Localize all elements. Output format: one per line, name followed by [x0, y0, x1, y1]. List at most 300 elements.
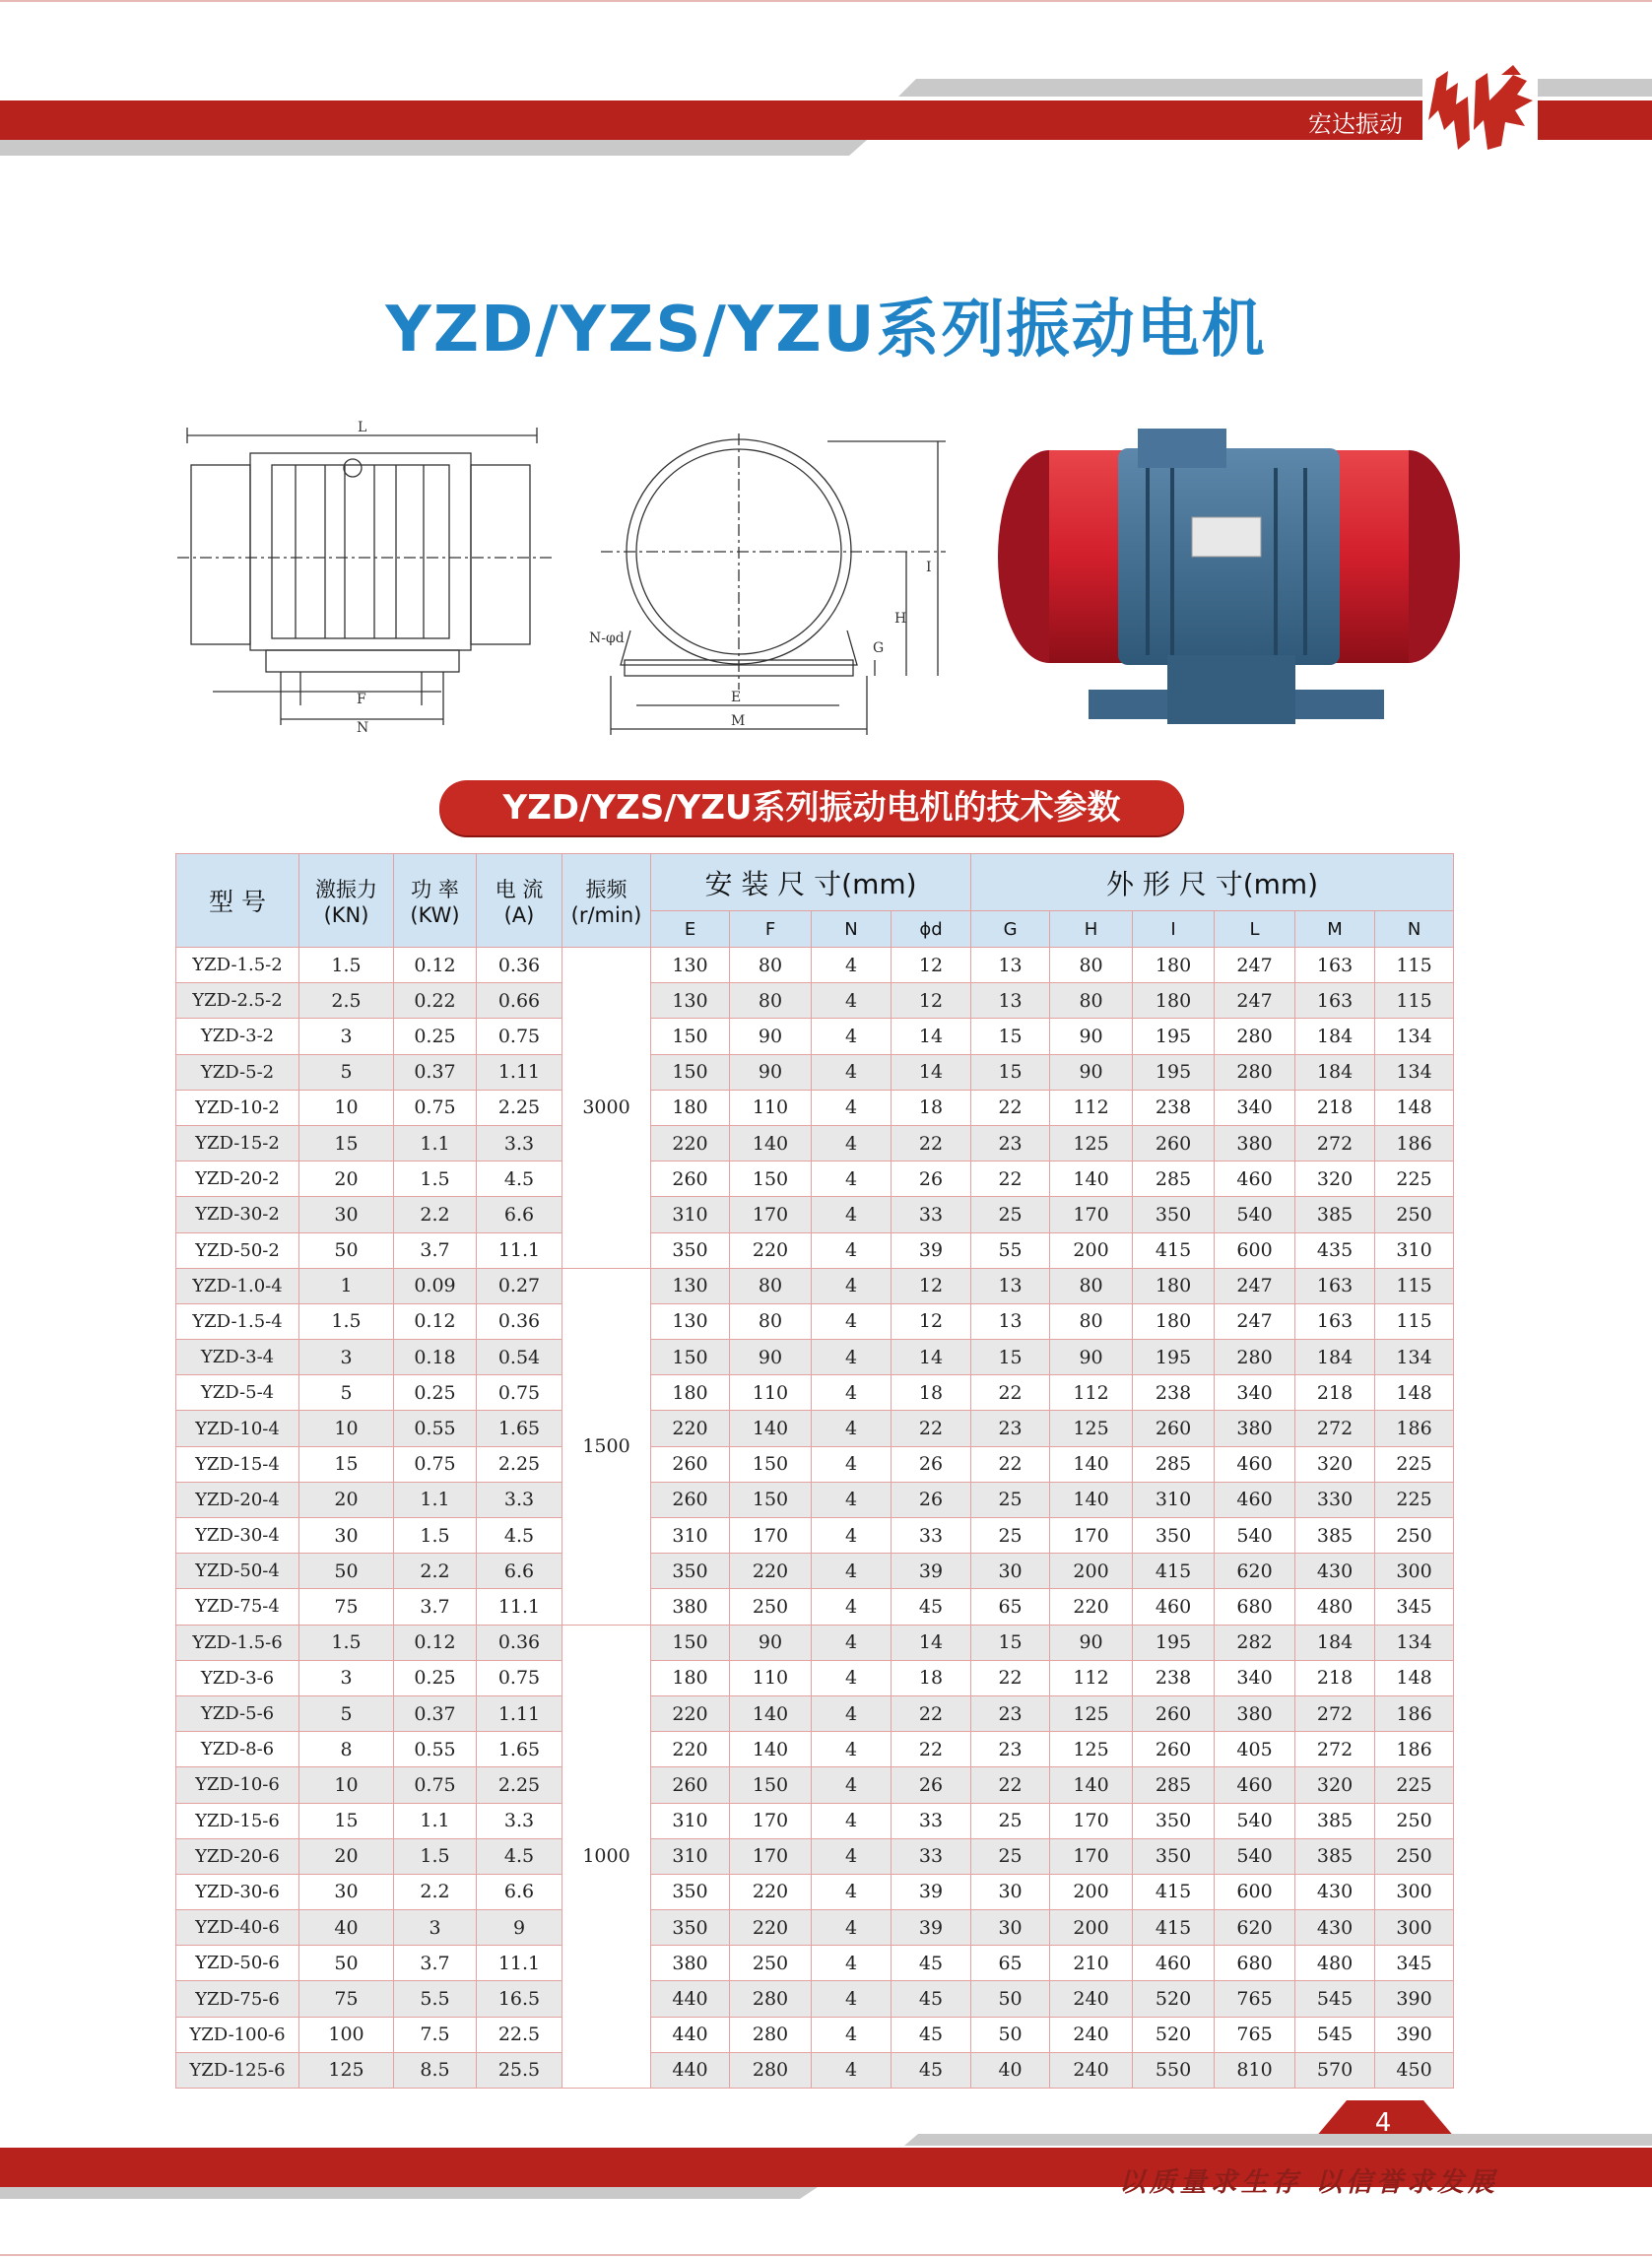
table-cell: 25 [971, 1518, 1050, 1554]
table-cell: 0.55 [394, 1732, 477, 1767]
table-cell: 2.2 [394, 1197, 477, 1232]
table-row [176, 1054, 1454, 1090]
rpm-cell: 1500 [562, 1268, 651, 1625]
table-cell: 200 [1050, 1232, 1133, 1268]
table-row [176, 1946, 1454, 1981]
table-cell: 170 [1050, 1518, 1133, 1554]
table-cell: 0.75 [394, 1767, 477, 1803]
table-cell: 280 [1215, 1340, 1295, 1375]
table-cell: 20 [299, 1482, 394, 1517]
table-cell: 3.3 [477, 1482, 562, 1517]
model-cell: YZD-30-4 [176, 1518, 299, 1554]
table-cell: 540 [1215, 1838, 1295, 1874]
table-cell: 90 [730, 1625, 812, 1660]
col-power [394, 854, 477, 948]
col-N2: N [1375, 911, 1454, 948]
table-cell: 150 [651, 1340, 730, 1375]
table-cell: 80 [1050, 948, 1133, 983]
table-row [176, 1981, 1454, 2017]
model-cell: YZD-10-6 [176, 1767, 299, 1803]
footer-slogan: 以质量求生存 以信誉求发展 [1118, 2167, 1498, 2198]
table-cell: 225 [1375, 1162, 1454, 1197]
table-cell: 765 [1215, 2017, 1295, 2052]
table-cell: 9 [477, 1910, 562, 1946]
table-cell: 90 [1050, 1019, 1133, 1054]
model-cell: YZD-30-6 [176, 1874, 299, 1909]
table-cell: 435 [1295, 1232, 1375, 1268]
table-cell: 180 [1133, 983, 1215, 1019]
col-current [477, 854, 562, 948]
table-cell: 225 [1375, 1767, 1454, 1803]
table-cell: 45 [892, 1981, 971, 2017]
table-cell: 260 [651, 1767, 730, 1803]
table-cell: 150 [730, 1767, 812, 1803]
table-cell: 33 [892, 1197, 971, 1232]
table-cell: 184 [1295, 1054, 1375, 1090]
table-row [176, 1874, 1454, 1909]
table-cell: 200 [1050, 1874, 1133, 1909]
table-cell: 180 [1133, 1303, 1215, 1339]
table-cell: 112 [1050, 1375, 1133, 1411]
page-title: YZD/YZS/YZU系列振动电机 [385, 294, 1267, 366]
table-cell: 260 [651, 1446, 730, 1482]
col-E: E [651, 911, 730, 948]
table-cell: 115 [1375, 983, 1454, 1019]
table-cell: 150 [651, 1625, 730, 1660]
table-cell: 50 [299, 1232, 394, 1268]
table-cell: 13 [971, 983, 1050, 1019]
table-cell: 225 [1375, 1446, 1454, 1482]
table-cell: 4 [812, 1019, 892, 1054]
table-cell: 18 [892, 1660, 971, 1695]
table-cell: 4 [812, 1340, 892, 1375]
table-cell: 140 [1050, 1162, 1133, 1197]
table-cell: 30 [971, 1910, 1050, 1946]
table-cell: 130 [651, 1268, 730, 1303]
model-cell: YZD-5-6 [176, 1695, 299, 1731]
table-cell: 12 [892, 983, 971, 1019]
table-cell: 2.5 [299, 983, 394, 1019]
table-cell: 184 [1295, 1019, 1375, 1054]
table-cell: 4 [812, 1232, 892, 1268]
table-cell: 1.65 [477, 1732, 562, 1767]
col-I: I [1133, 911, 1215, 948]
table-cell: 11.1 [477, 1946, 562, 1981]
table-cell: 170 [1050, 1197, 1133, 1232]
table-cell: 30 [971, 1554, 1050, 1589]
table-cell: 1.1 [394, 1482, 477, 1517]
col-power-unit: (KW) [410, 903, 460, 927]
table-cell: 13 [971, 1268, 1050, 1303]
table-cell: 320 [1295, 1162, 1375, 1197]
model-cell: YZD-1.5-2 [176, 948, 299, 983]
table-cell: 1.11 [477, 1054, 562, 1090]
table-cell: 148 [1375, 1090, 1454, 1125]
table-cell: 130 [651, 948, 730, 983]
table-cell: 250 [1375, 1803, 1454, 1838]
brand-logo [1419, 61, 1542, 156]
table-cell: 350 [1133, 1803, 1215, 1838]
table-cell: 3 [299, 1660, 394, 1695]
col-L: L [1215, 911, 1295, 948]
table-cell: 3.3 [477, 1803, 562, 1838]
table-cell: 260 [1133, 1695, 1215, 1731]
table-cell: 380 [1215, 1695, 1295, 1731]
table-cell: 140 [730, 1411, 812, 1446]
table-cell: 765 [1215, 1981, 1295, 2017]
table-cell: 14 [892, 1019, 971, 1054]
table-cell: 80 [730, 948, 812, 983]
dim-L: L [358, 420, 367, 435]
table-cell: 540 [1215, 1803, 1295, 1838]
table-cell: 80 [730, 1268, 812, 1303]
table-cell: 25 [971, 1803, 1050, 1838]
section-title: YZD/YZS/YZU系列振动电机的技术参数 [439, 780, 1184, 835]
model-cell: YZD-125-6 [176, 2052, 299, 2088]
model-cell: YZD-75-6 [176, 1981, 299, 2017]
dim-H: H [894, 611, 907, 627]
table-row [176, 1589, 1454, 1625]
table-cell: 50 [299, 1946, 394, 1981]
col-M: M [1295, 911, 1375, 948]
col-outline-group: 外 形 尺 寸(mm) [971, 854, 1454, 911]
model-cell: YZD-10-2 [176, 1090, 299, 1125]
table-row [176, 1197, 1454, 1232]
table-cell: 440 [651, 1981, 730, 2017]
table-cell: 2.2 [394, 1554, 477, 1589]
table-cell: 13 [971, 1303, 1050, 1339]
table-row [176, 1375, 1454, 1411]
table-cell: 115 [1375, 948, 1454, 983]
table-cell: 125 [299, 2052, 394, 2088]
table-cell: 460 [1215, 1446, 1295, 1482]
model-cell: YZD-75-4 [176, 1589, 299, 1625]
table-cell: 30 [299, 1518, 394, 1554]
table-cell: 15 [299, 1803, 394, 1838]
table-cell: 112 [1050, 1090, 1133, 1125]
table-cell: 272 [1295, 1732, 1375, 1767]
table-cell: 460 [1133, 1946, 1215, 1981]
table-cell: 125 [1050, 1411, 1133, 1446]
table-cell: 5 [299, 1695, 394, 1731]
table-cell: 39 [892, 1232, 971, 1268]
table-cell: 218 [1295, 1375, 1375, 1411]
table-cell: 480 [1295, 1946, 1375, 1981]
table-cell: 285 [1133, 1162, 1215, 1197]
table-cell: 39 [892, 1874, 971, 1909]
col-freq-unit: (r/min) [570, 903, 642, 927]
table-cell: 220 [651, 1695, 730, 1731]
table-cell: 345 [1375, 1589, 1454, 1625]
table-cell: 90 [730, 1019, 812, 1054]
table-cell: 4 [812, 1482, 892, 1517]
model-cell: YZD-3-4 [176, 1340, 299, 1375]
col-N1: N [812, 911, 892, 948]
table-cell: 550 [1133, 2052, 1215, 2088]
table-cell: 0.12 [394, 1303, 477, 1339]
table-cell: 385 [1295, 1803, 1375, 1838]
table-cell: 4 [812, 1589, 892, 1625]
table-cell: 4 [812, 948, 892, 983]
table-cell: 170 [730, 1197, 812, 1232]
model-cell: YZD-3-2 [176, 1019, 299, 1054]
table-cell: 545 [1295, 2017, 1375, 2052]
table-cell: 250 [730, 1946, 812, 1981]
table-cell: 4 [812, 1375, 892, 1411]
table-cell: 170 [1050, 1838, 1133, 1874]
table-cell: 8.5 [394, 2052, 477, 2088]
col-freq-label: 振频 [585, 878, 628, 901]
motor-photo [990, 409, 1468, 744]
table-cell: 170 [730, 1803, 812, 1838]
table-cell: 4.5 [477, 1838, 562, 1874]
table-cell: 300 [1375, 1910, 1454, 1946]
table-cell: 200 [1050, 1910, 1133, 1946]
table-cell: 0.75 [394, 1446, 477, 1482]
table-cell: 0.75 [477, 1660, 562, 1695]
table-cell: 150 [730, 1482, 812, 1517]
table-cell: 163 [1295, 948, 1375, 983]
table-cell: 14 [892, 1625, 971, 1660]
table-cell: 520 [1133, 1981, 1215, 2017]
table-cell: 10 [299, 1090, 394, 1125]
table-cell: 0.25 [394, 1660, 477, 1695]
table-cell: 3.7 [394, 1946, 477, 1981]
table-cell: 195 [1133, 1019, 1215, 1054]
table-cell: 220 [651, 1125, 730, 1161]
table-cell: 39 [892, 1910, 971, 1946]
model-cell: YZD-20-2 [176, 1162, 299, 1197]
table-cell: 22 [971, 1767, 1050, 1803]
table-cell: 220 [1050, 1589, 1133, 1625]
table-cell: 90 [730, 1054, 812, 1090]
dim-M: M [731, 713, 746, 729]
table-cell: 148 [1375, 1660, 1454, 1695]
table-cell: 460 [1215, 1767, 1295, 1803]
table-cell: 0.37 [394, 1054, 477, 1090]
table-cell: 385 [1295, 1197, 1375, 1232]
table-cell: 7.5 [394, 2017, 477, 2052]
table-cell: 39 [892, 1554, 971, 1589]
table-cell: 140 [1050, 1767, 1133, 1803]
table-cell: 218 [1295, 1660, 1375, 1695]
table-cell: 480 [1295, 1589, 1375, 1625]
table-cell: 680 [1215, 1946, 1295, 1981]
table-cell: 184 [1295, 1340, 1375, 1375]
table-cell: 22.5 [477, 2017, 562, 2052]
table-cell: 247 [1215, 1303, 1295, 1339]
table-cell: 600 [1215, 1874, 1295, 1909]
table-cell: 6.6 [477, 1554, 562, 1589]
table-cell: 450 [1375, 2052, 1454, 2088]
table-cell: 540 [1215, 1197, 1295, 1232]
table-cell: 0.75 [477, 1019, 562, 1054]
table-cell: 570 [1295, 2052, 1375, 2088]
table-cell: 22 [892, 1411, 971, 1446]
table-row [176, 1446, 1454, 1482]
table-cell: 12 [892, 1303, 971, 1339]
table-cell: 310 [651, 1197, 730, 1232]
table-cell: 350 [651, 1874, 730, 1909]
model-cell: YZD-100-6 [176, 2017, 299, 2052]
table-cell: 180 [651, 1375, 730, 1411]
table-cell: 282 [1215, 1625, 1295, 1660]
table-row [176, 1732, 1454, 1767]
table-cell: 4.5 [477, 1162, 562, 1197]
table-cell: 6.6 [477, 1874, 562, 1909]
table-cell: 0.12 [394, 948, 477, 983]
table-cell: 250 [1375, 1197, 1454, 1232]
table-cell: 350 [1133, 1838, 1215, 1874]
model-cell: YZD-50-2 [176, 1232, 299, 1268]
table-cell: 45 [892, 2017, 971, 2052]
table-cell: 4 [812, 1268, 892, 1303]
model-cell: YZD-1.5-4 [176, 1303, 299, 1339]
table-cell: 0.55 [394, 1411, 477, 1446]
table-cell: 4 [812, 1660, 892, 1695]
table-cell: 340 [1215, 1090, 1295, 1125]
table-cell: 90 [730, 1340, 812, 1375]
table-cell: 140 [1050, 1446, 1133, 1482]
table-cell: 18 [892, 1090, 971, 1125]
table-cell: 1.5 [299, 948, 394, 983]
table-cell: 12 [892, 1268, 971, 1303]
table-cell: 545 [1295, 1981, 1375, 2017]
table-cell: 4 [812, 1874, 892, 1909]
table-cell: 340 [1215, 1375, 1295, 1411]
col-phid: ϕd [892, 911, 971, 948]
model-cell: YZD-10-4 [176, 1411, 299, 1446]
table-cell: 30 [971, 1874, 1050, 1909]
model-cell: YZD-1.0-4 [176, 1268, 299, 1303]
table-cell: 180 [1133, 948, 1215, 983]
table-row [176, 1268, 1454, 1303]
table-row [176, 2017, 1454, 2052]
table-cell: 540 [1215, 1518, 1295, 1554]
table-cell: 810 [1215, 2052, 1295, 2088]
table-row [176, 983, 1454, 1019]
table-cell: 110 [730, 1660, 812, 1695]
table-cell: 12 [892, 948, 971, 983]
table-row [176, 1625, 1454, 1660]
table-cell: 350 [651, 1554, 730, 1589]
table-cell: 0.75 [394, 1090, 477, 1125]
table-cell: 260 [1133, 1411, 1215, 1446]
table-cell: 33 [892, 1803, 971, 1838]
col-power-label: 功 率 [411, 878, 459, 901]
model-cell: YZD-30-2 [176, 1197, 299, 1232]
table-cell: 110 [730, 1090, 812, 1125]
table-cell: 130 [651, 1303, 730, 1339]
table-cell: 186 [1375, 1411, 1454, 1446]
table-cell: 247 [1215, 1268, 1295, 1303]
table-cell: 220 [730, 1232, 812, 1268]
table-cell: 45 [892, 2052, 971, 2088]
table-cell: 440 [651, 2017, 730, 2052]
table-cell: 22 [892, 1125, 971, 1161]
table-cell: 3.3 [477, 1125, 562, 1161]
table-cell: 18 [892, 1375, 971, 1411]
table-cell: 272 [1295, 1695, 1375, 1731]
table-cell: 4 [812, 1803, 892, 1838]
model-cell: YZD-8-6 [176, 1732, 299, 1767]
col-freq [562, 854, 651, 948]
table-cell: 415 [1133, 1910, 1215, 1946]
table-cell: 430 [1295, 1554, 1375, 1589]
table-cell: 0.12 [394, 1625, 477, 1660]
brand-name: 宏达振动 [1308, 110, 1403, 138]
table-cell: 110 [730, 1375, 812, 1411]
table-cell: 4 [812, 1197, 892, 1232]
table-cell: 11.1 [477, 1232, 562, 1268]
table-cell: 25 [971, 1482, 1050, 1517]
table-row [176, 1767, 1454, 1803]
table-cell: 45 [892, 1589, 971, 1625]
table-cell: 260 [1133, 1125, 1215, 1161]
table-cell: 22 [971, 1375, 1050, 1411]
table-cell: 285 [1133, 1446, 1215, 1482]
table-cell: 350 [1133, 1518, 1215, 1554]
table-cell: 4 [812, 1946, 892, 1981]
table-cell: 25 [971, 1197, 1050, 1232]
model-cell: YZD-20-6 [176, 1838, 299, 1874]
table-cell: 380 [651, 1589, 730, 1625]
table-cell: 2.25 [477, 1767, 562, 1803]
table-cell: 620 [1215, 1554, 1295, 1589]
table-cell: 14 [892, 1054, 971, 1090]
dim-I: I [926, 560, 932, 575]
table-cell: 240 [1050, 1981, 1133, 2017]
table-row [176, 1303, 1454, 1339]
table-cell: 272 [1295, 1411, 1375, 1446]
table-cell: 415 [1133, 1232, 1215, 1268]
table-cell: 65 [971, 1946, 1050, 1981]
table-cell: 5 [299, 1054, 394, 1090]
table-cell: 250 [1375, 1838, 1454, 1874]
table-cell: 134 [1375, 1340, 1454, 1375]
table-cell: 2.25 [477, 1090, 562, 1125]
table-cell: 4 [812, 1767, 892, 1803]
table-cell: 460 [1215, 1162, 1295, 1197]
table-cell: 430 [1295, 1910, 1375, 1946]
table-cell: 22 [971, 1090, 1050, 1125]
table-cell: 1.5 [394, 1162, 477, 1197]
table-cell: 22 [892, 1695, 971, 1731]
table-cell: 186 [1375, 1125, 1454, 1161]
table-cell: 195 [1133, 1625, 1215, 1660]
table-cell: 350 [651, 1232, 730, 1268]
table-cell: 380 [1215, 1411, 1295, 1446]
table-cell: 4 [812, 2052, 892, 2088]
table-cell: 220 [651, 1411, 730, 1446]
table-cell: 22 [971, 1660, 1050, 1695]
model-cell: YZD-1.5-6 [176, 1625, 299, 1660]
table-cell: 0.25 [394, 1375, 477, 1411]
table-row [176, 1910, 1454, 1946]
table-cell: 23 [971, 1695, 1050, 1731]
table-row [176, 948, 1454, 983]
table-cell: 385 [1295, 1838, 1375, 1874]
rpm-cell: 3000 [562, 948, 651, 1269]
table-cell: 15 [299, 1125, 394, 1161]
side-view-drawing [177, 414, 552, 739]
table-cell: 4 [812, 1910, 892, 1946]
dim-N: N [357, 720, 369, 736]
table-cell: 163 [1295, 1303, 1375, 1339]
table-cell: 280 [730, 2017, 812, 2052]
table-cell: 320 [1295, 1767, 1375, 1803]
col-current-unit: (A) [503, 903, 535, 927]
